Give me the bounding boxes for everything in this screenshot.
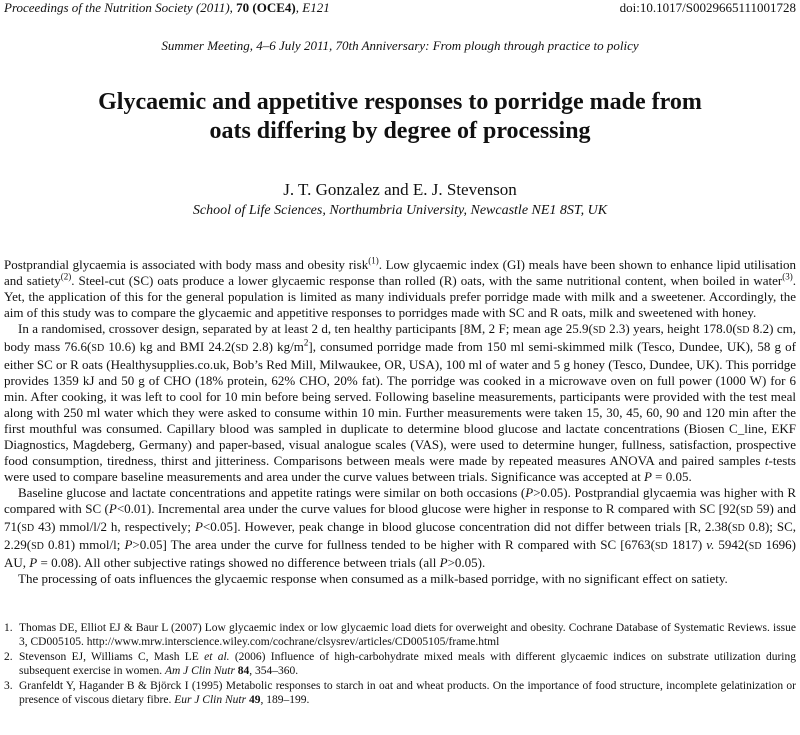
doi[interactable]: doi:10.1017/S0029665111001728	[619, 0, 796, 15]
abstract-body	[4, 257, 796, 587]
affiliation: School of Life Sciences, Northumbria University, Newcastle NE1 8ST, UK	[192, 203, 608, 218]
journal-name: Proceedings of the Nutrition Society	[4, 0, 193, 15]
journal-year: (2011),	[192, 0, 237, 15]
authors: J. T. Gonzalez and E. J. Stevenson	[283, 180, 517, 199]
title-line-2: oats differing by degree of processing	[209, 118, 591, 144]
running-header	[4, 0, 796, 16]
article-title	[40, 88, 760, 146]
reference-item: 3. Granfeldt Y, Hagander B & Björck I (1995) Metabolic responses to starch in oat and wheat products. On the importance of food structure, incomplete gelatinization or presence of viscous dietary fibre. Eur J Clin Nutr 49, 189–199.	[4, 680, 796, 706]
journal-volume: 70	[236, 0, 250, 15]
paragraph-conclusion: The processing of oats influences the glycaemic response when consumed as a milk-based porridge, with no significant effect on satiety.	[18, 571, 728, 586]
journal-issue: (OCE4)	[249, 0, 296, 15]
reference-item: 1. Thomas DE, Elliot EJ & Baur L (2007) Low glycaemic index or low glycaemic load diets for overweight and obesity. Cochrane Database of Systematic Reviews. issue 3, CD005105. http://www.mrw.interscience.wiley.com/cochrane/clsysrev/articles/CD005105/frame.html	[4, 622, 796, 648]
paragraph-methods: In a randomised, crossover design, separated by at least 2 d, ten healthy participants [8M, 2 F; mean age 25.9(SD 2.3) years, height 178.0(SD 8.2) cm, body mass 76.6(SD 10.6) kg and BMI 24.2(SD 2.8) $kg/m^2$], consumed porridge made from 150 ml semi-skimmed milk (Tesco, Dundee, UK), 58 g of either SC or R oats (Healthysupplies.co.uk, Bob’s Red Mill, Milwaukee, OR, USA), 100 ml of water and 5 g honey (Tesco, Dundee, UK). This porridge provides 1359 kJ and 50 g of CHO (18% protein, 62% CHO, 20% fat). The porridge was cooked in a microwave oven on full power (1000 W) for 6 min. After cooking, it was left to cool for 10 min before being served. Following baseline measurements, participants were provided with the test meal along with 250 ml water which they were asked to consume within 10 min. Further measurements were taken 15, 30, 45, 60, 90 and 120 min after the first mouthful was consumed. Capillary blood was sampled in duplicate to determine blood glucose and lactate concentrations (Biosen C_line, EKF Diagnostics, Magdeberg, Germany) and paper-based, visual analogue scales (VAS), were used to determine hunger, fullness, satisfaction, prospective food consumption, tiredness, thirst and jitteriness. Comparisons between meals were made by repeated measures ANOVA and paired samples t-tests were used to compare baseline measurements and area under the curve values between trials. Significance was accepted at P = 0.05.	[4, 321, 796, 484]
title-line-1: Glycaemic and appetitive responses to porridge made from	[98, 89, 702, 115]
paragraph-results: Baseline glucose and lactate concentrations and appetite ratings were similar on both occasions (P>0.05). Postprandial glycaemia was higher with R compared with SC (P<0.01). Incremental area under the curve values for blood glucose were higher in response to R compared with SC [92(SD 59) and 71(SD 43) mmol/l/2 h, respectively; P<0.05]. However, peak change in blood glucose concentration did not differ between trials [R, 2.38(SD 0.8); SC, 2.29(SD 0.81) mmol/l; P>0.05] The area under the curve for fullness tended to be higher with R compared with SC [6763(SD 1817) v. 5942(SD 1696) AU, P = 0.08). All other subjective ratings showed no difference between trials (all P>0.05).	[4, 485, 797, 570]
reference-item: 2. Stevenson EJ, Williams C, Mash LE et al. (2006) Influence of high-carbohydrate mixed meals with different glycaemic indices on substrate utilization during subsequent exercise in women. Am J Clin Nutr 84, 354–360.	[4, 651, 796, 677]
references	[4, 622, 796, 710]
citation-3[interactable]: (3)	[782, 271, 793, 282]
journal-page: , E121	[295, 0, 330, 15]
paragraph-introduction: Postprandial glycaemia is associated with body mass and obesity risk$^{(1)}$. Low glycaemic index (GI) meals have been shown to enhance lipid utilisation and satiety$^{(2)}$. Steel-cut (SC) oats produce a lower glycaemic response than rolled (R) oats, with the same nutritional content, when boiled in water$^{(3)}$. Yet, the application of this for the general population is limited as many individuals prefer porridge made with milk and a sweetener. Accordingly, the aim of this study was to compare the glycaemic and appetitive responses to porridges made with SC and R oats, milk and sweetened with honey.	[4, 255, 797, 320]
meeting-line: Summer Meeting, 4–6 July 2011, 70th Anniversary: From plough through practice to policy	[161, 38, 639, 53]
citation-1[interactable]: (1)	[368, 255, 379, 266]
journal-citation	[4, 0, 330, 16]
citation-2[interactable]: (2)	[60, 271, 72, 282]
